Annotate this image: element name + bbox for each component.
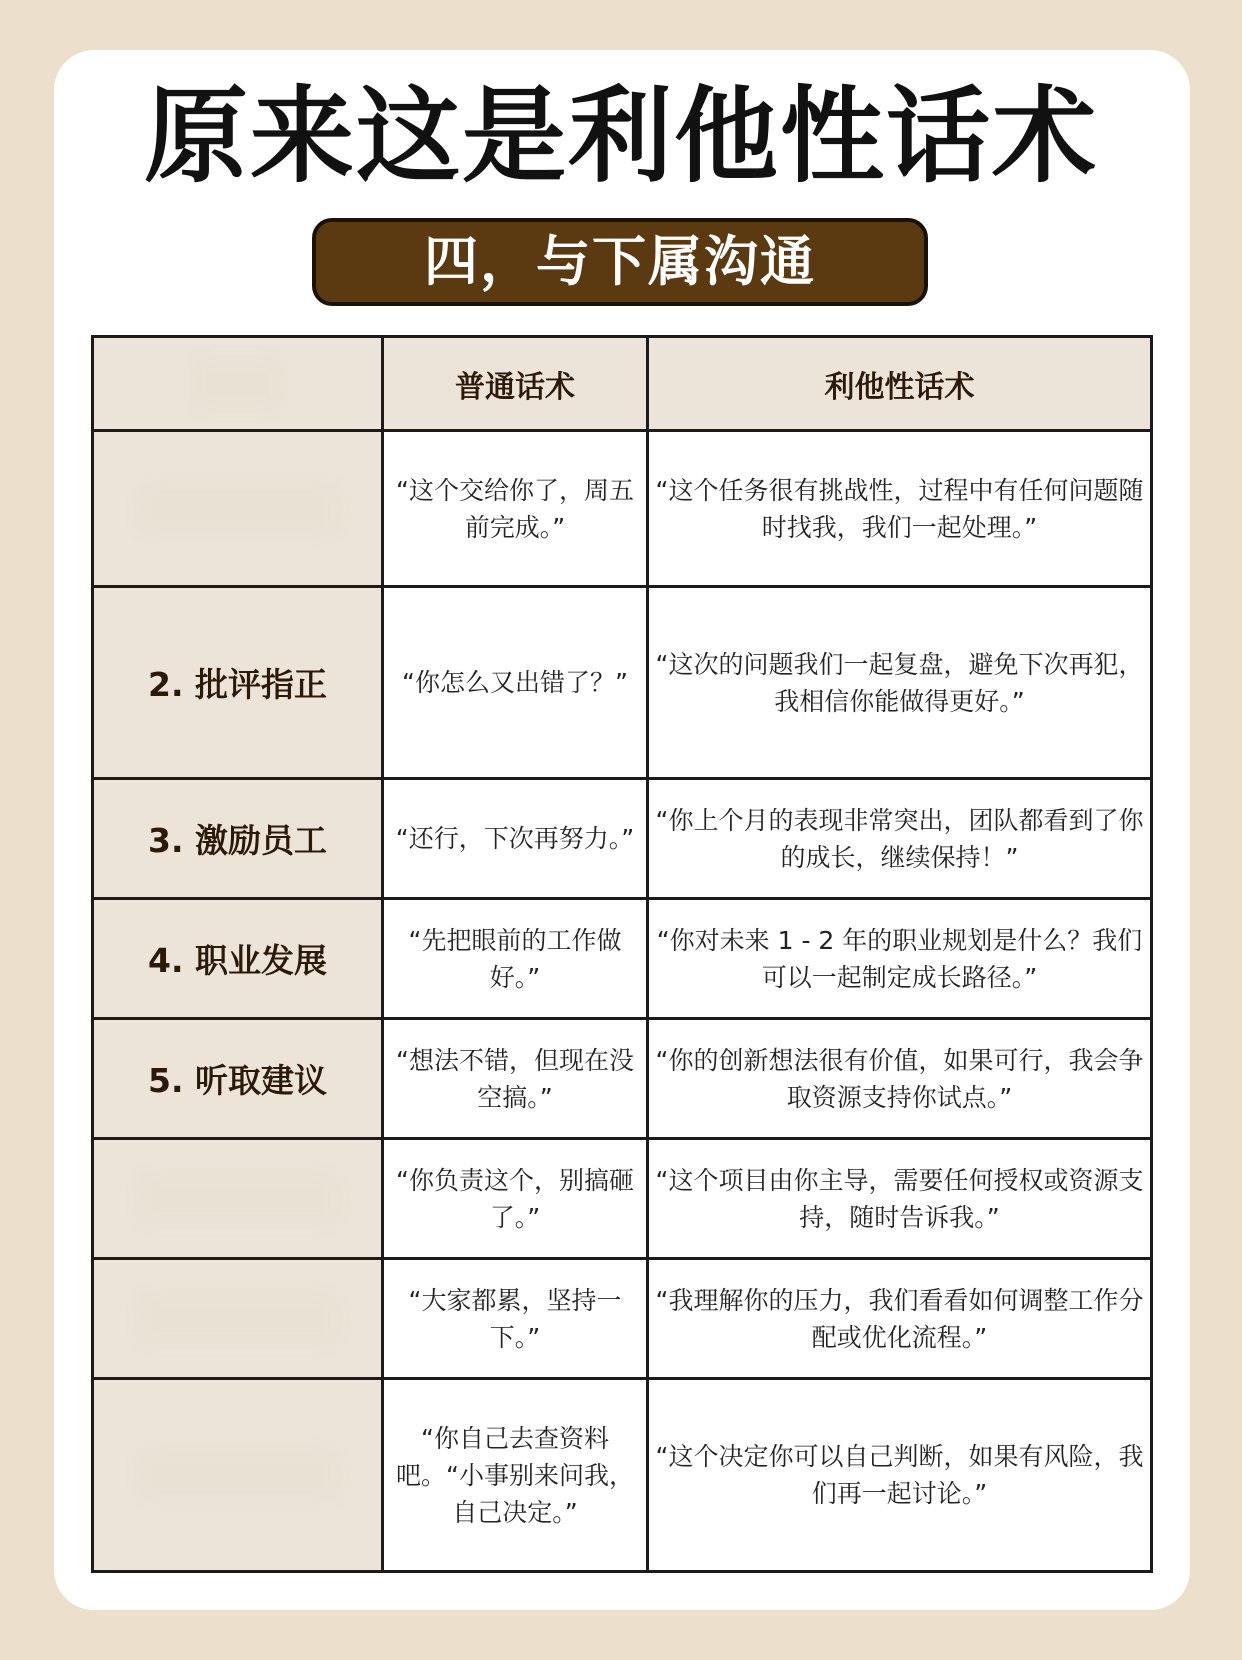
altruistic-phrase-cell: “这个项目由你主导，需要任何授权或资源支持，随时告诉我。” [648,1139,1152,1259]
table-row [93,1259,1152,1379]
table-row [93,431,1152,587]
topic-cell [93,1379,383,1572]
topic-cell: 3. 激励员工 [93,779,383,899]
header-cell-altruistic: 利他性话术 [648,337,1152,431]
topic-cell [93,1259,383,1379]
topic-cell: 5. 听取建议 [93,1019,383,1139]
comparison-table [91,335,1153,1573]
plain-phrase-cell: “还行，下次再努力。” [383,779,648,899]
table-row [93,779,1152,899]
table-row [93,1139,1152,1259]
altruistic-phrase-cell: “你对未来 1 - 2 年的职业规划是什么？我们可以一起制定成长路径。” [648,899,1152,1019]
table-row [93,899,1152,1019]
topic-cell: 2. 批评指正 [93,587,383,779]
blurred-header-label [193,358,283,410]
table-header-row [93,337,1152,431]
table-row [93,1019,1152,1139]
blurred-topic-label [138,1449,338,1501]
altruistic-phrase-cell: “你上个月的表现非常突出，团队都看到了你的成长，继续保持！” [648,779,1152,899]
altruistic-phrase-cell: “这个决定你可以自己判断，如果有风险，我们再一起讨论。” [648,1379,1152,1572]
plain-phrase-cell: “先把眼前的工作做好。” [383,899,648,1019]
section-subtitle: 四，与下属沟通 [312,218,928,306]
topic-cell [93,1139,383,1259]
plain-phrase-cell: “你怎么又出错了？” [383,587,648,779]
blurred-topic-label [138,483,338,535]
plain-phrase-cell: “大家都累，坚持一下。” [383,1259,648,1379]
blurred-topic-label [138,1173,338,1225]
header-cell-plain: 普通话术 [383,337,648,431]
plain-phrase-cell: “你负责这个，别搞砸了。” [383,1139,648,1259]
table-row [93,1379,1152,1572]
altruistic-phrase-cell: “我理解你的压力，我们看看如何调整工作分配或优化流程。” [648,1259,1152,1379]
topic-cell: 4. 职业发展 [93,899,383,1019]
plain-phrase-cell: “你自己去查资料吧。“小事别来问我，自己决定。” [383,1379,648,1572]
header-cell-topic [93,337,383,431]
altruistic-phrase-cell: “这个任务很有挑战性，过程中有任何问题随时找我，我们一起处理。” [648,431,1152,587]
plain-phrase-cell: “这个交给你了，周五前完成。” [383,431,648,587]
topic-cell [93,431,383,587]
page-title: 原来这是利他性话术 [143,75,1098,197]
plain-phrase-cell: “想法不错，但现在没空搞。” [383,1019,648,1139]
altruistic-phrase-cell: “你的创新想法很有价值，如果可行，我会争取资源支持你试点。” [648,1019,1152,1139]
altruistic-phrase-cell: “这次的问题我们一起复盘，避免下次再犯，我相信你能做得更好。” [648,587,1152,779]
blurred-topic-label [138,1293,338,1345]
table-row [93,587,1152,779]
